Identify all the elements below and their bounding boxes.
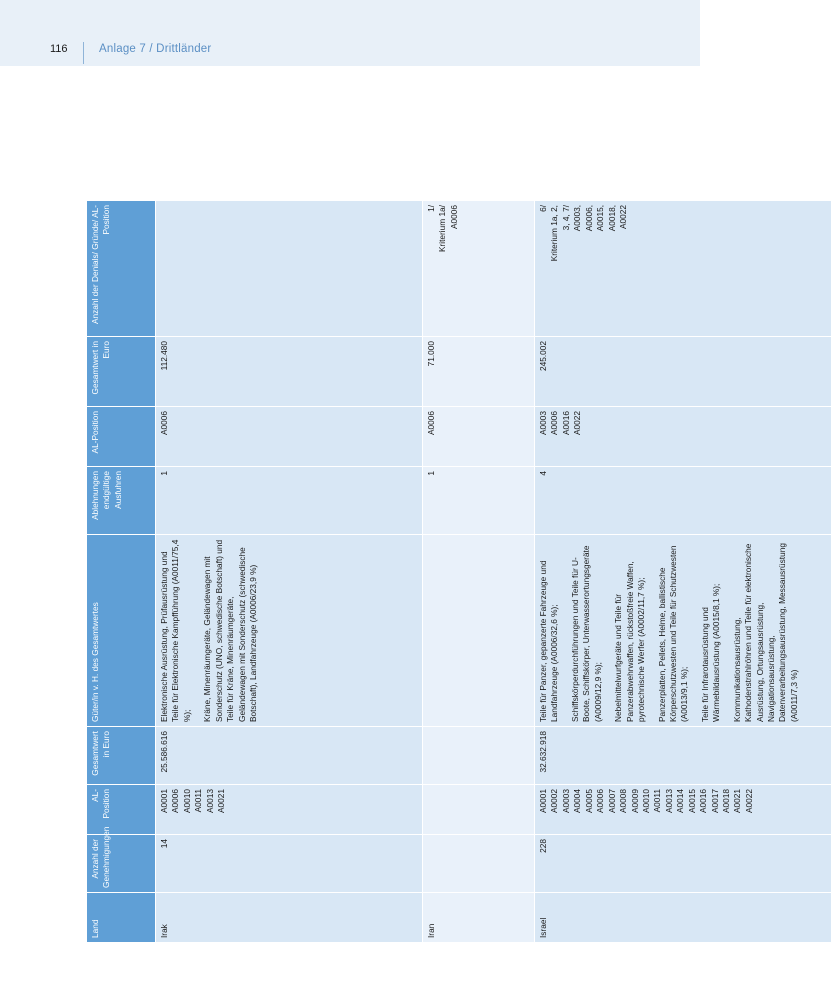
al-position-code: A0001 xyxy=(538,789,548,813)
al-position-code: A0022 xyxy=(572,411,583,435)
denial-entry: A0006, xyxy=(583,205,594,232)
cell-gueter xyxy=(422,534,534,726)
goods-description: Teile für Infrarotausrüstung und Wärmebildausrüstung (A0015/8,1 %); xyxy=(699,583,722,722)
page-number: 116 xyxy=(50,43,68,55)
cell-anzahl: 228 xyxy=(534,834,831,892)
al-position-code: A0021 xyxy=(732,789,743,813)
cell-denials xyxy=(155,200,422,336)
al-position-code: A0003 xyxy=(538,411,548,435)
cell-gesamtwert xyxy=(422,726,534,784)
al-position-code: A0011 xyxy=(652,789,663,813)
cell-land: Irak xyxy=(155,892,422,942)
al-position-code: A0013 xyxy=(204,789,215,813)
al-position-code: A0018 xyxy=(721,789,731,813)
al-position-code: A0017 xyxy=(709,789,720,813)
al-position-code: A0006 xyxy=(159,411,169,435)
denial-entry: A0018, xyxy=(606,205,617,232)
denial-entry: A0003, xyxy=(572,205,583,232)
al-position-code: A0005 xyxy=(583,789,594,813)
al-position-code: A0021 xyxy=(216,789,227,813)
cell-gueter xyxy=(155,534,422,726)
cell-ablehnungen: 4 xyxy=(534,466,831,534)
al-position-code: A0006 xyxy=(595,789,606,813)
denial-entry: A0006 xyxy=(448,205,459,229)
table-row xyxy=(422,200,534,942)
goods-description: Kräne, Minenräumgeräte, Geländewagen mit Sonderschutz (UNO, schwedische Botschaft) und Teile für Kräne, Minenräumgeräte, Geländewagen mit Sonderschutz (schwedische Botschaft), Landfahrzeuge (A0006/23,9 %) xyxy=(202,539,259,722)
header-ablehnungen: Ablehnungen endgültige Ausfuhren xyxy=(87,466,155,534)
cell-ablehnungen: 1 xyxy=(422,466,534,534)
cell-gesamtwert-2: 112.480 xyxy=(155,336,422,406)
table-row xyxy=(534,200,831,942)
al-position-code: A0014 xyxy=(675,789,686,813)
header-divider xyxy=(83,42,84,64)
cell-al-positions-2 xyxy=(422,406,534,466)
al-position-code: A0016 xyxy=(560,411,571,435)
goods-description: Nebelmittelwurfgeräte und Teile für Panzerabwehrwaffen, rückstoßfreie Waffen, pyrotechnische Werfer (A0002/11,7 %); xyxy=(613,561,647,722)
al-position-code: A0015 xyxy=(686,789,697,813)
cell-gueter xyxy=(534,534,831,726)
cell-ablehnungen: 1 xyxy=(155,466,422,534)
cell-al-positions xyxy=(422,784,534,834)
cell-land: Israel xyxy=(534,892,831,942)
al-position-code: A0011 xyxy=(193,789,204,813)
cell-gesamtwert-2: 71.000 xyxy=(422,336,534,406)
cell-al-positions xyxy=(534,784,831,834)
al-position-code: A0022 xyxy=(743,789,754,813)
cell-al-positions-2 xyxy=(155,406,422,466)
al-position-code: A0009 xyxy=(629,789,640,813)
cell-al-positions xyxy=(155,784,422,834)
header-al-position-2: AL-Position xyxy=(87,406,155,466)
header-gesamtwert: Gesamtwert in Euro xyxy=(87,726,155,784)
al-position-code: A0010 xyxy=(181,789,192,813)
goods-description: Elektronische Ausrüstung, Prüfausrüstung und Teile für Elektronische Kampfführung (A0011/75,4 %); xyxy=(159,539,192,722)
table-header-row xyxy=(87,200,155,942)
header-bar xyxy=(0,0,700,66)
header-anzahl: Anzahl der Genehmigungen xyxy=(87,834,155,892)
cell-anzahl: 14 xyxy=(155,834,422,892)
denial-entry: Kriterium 1a/ xyxy=(437,205,448,253)
header-denials: Anzahl der Denials/ Gründe/ AL-Position xyxy=(87,200,155,336)
al-position-code: A0013 xyxy=(663,789,674,813)
al-position-code: A0008 xyxy=(618,789,629,813)
denial-entry: A0022 xyxy=(618,205,629,229)
cell-denials xyxy=(534,200,831,336)
al-position-code: A0004 xyxy=(572,789,583,813)
header-gueter: Güter/in v. H. des Gesamtwertes xyxy=(87,534,155,726)
denial-entry: 1/ xyxy=(426,205,436,212)
al-position-code: A0006 xyxy=(426,411,436,435)
cell-denials xyxy=(422,200,534,336)
cell-anzahl xyxy=(422,834,534,892)
denial-entry: Kriterium 1a, 2, xyxy=(549,205,560,262)
al-position-code: A0016 xyxy=(698,789,709,813)
cell-gesamtwert: 32.632.918 xyxy=(534,726,831,784)
table-row xyxy=(155,200,422,942)
cell-al-positions-2 xyxy=(534,406,831,466)
cell-gesamtwert-2: 245.002 xyxy=(534,336,831,406)
denial-entry: 6/ xyxy=(538,205,548,212)
header-gesamtwert-2: Gesamtwert in Euro xyxy=(87,336,155,406)
cell-land: Iran xyxy=(422,892,534,942)
denial-entry: 3, 4, 7/ xyxy=(560,205,571,231)
running-head: Anlage 7 / Drittländer xyxy=(99,43,212,55)
goods-description: Schiffskörperdurchführungen und Teile für U-Boote, Schiffskörper, Unterwasserortungsgeräte (A0009/12,9 %); xyxy=(569,545,603,722)
al-position-code: A0010 xyxy=(640,789,651,813)
header-land: Land xyxy=(87,892,155,942)
al-position-code: A0006 xyxy=(549,411,560,435)
al-position-code: A0006 xyxy=(170,789,181,813)
goods-description: Teile für Panzer, gepanzerte Fahrzeuge und Landfahrzeuge (A0006/32,6 %); xyxy=(538,560,560,722)
table-body xyxy=(155,200,831,942)
al-position-code: A0001 xyxy=(159,789,169,813)
header-al-position: AL-Position xyxy=(87,784,155,834)
goods-description: Kommunikationsausrüstung, Kathodenstrahlröhren und Teile für elektronische Ausrüstung, Ortungsausrüstung, Navigationsausrüstung, Datenverarbeitungsausrüstung, Messausrüstung (A0011/7,3 %) xyxy=(731,543,799,722)
al-position-code: A0003 xyxy=(560,789,571,813)
al-position-code: A0002 xyxy=(549,789,560,813)
denial-entry: A0015, xyxy=(595,205,606,232)
rotated-table-wrapper xyxy=(87,200,799,942)
al-position-code: A0007 xyxy=(606,789,617,813)
export-table xyxy=(87,200,831,942)
cell-gesamtwert: 25.586.616 xyxy=(155,726,422,784)
goods-description: Panzerplatten, Pellets, Helme, ballistische Körperschutzwesten und Teile für Schutzwesten (A0013/9,1 %); xyxy=(656,545,690,722)
